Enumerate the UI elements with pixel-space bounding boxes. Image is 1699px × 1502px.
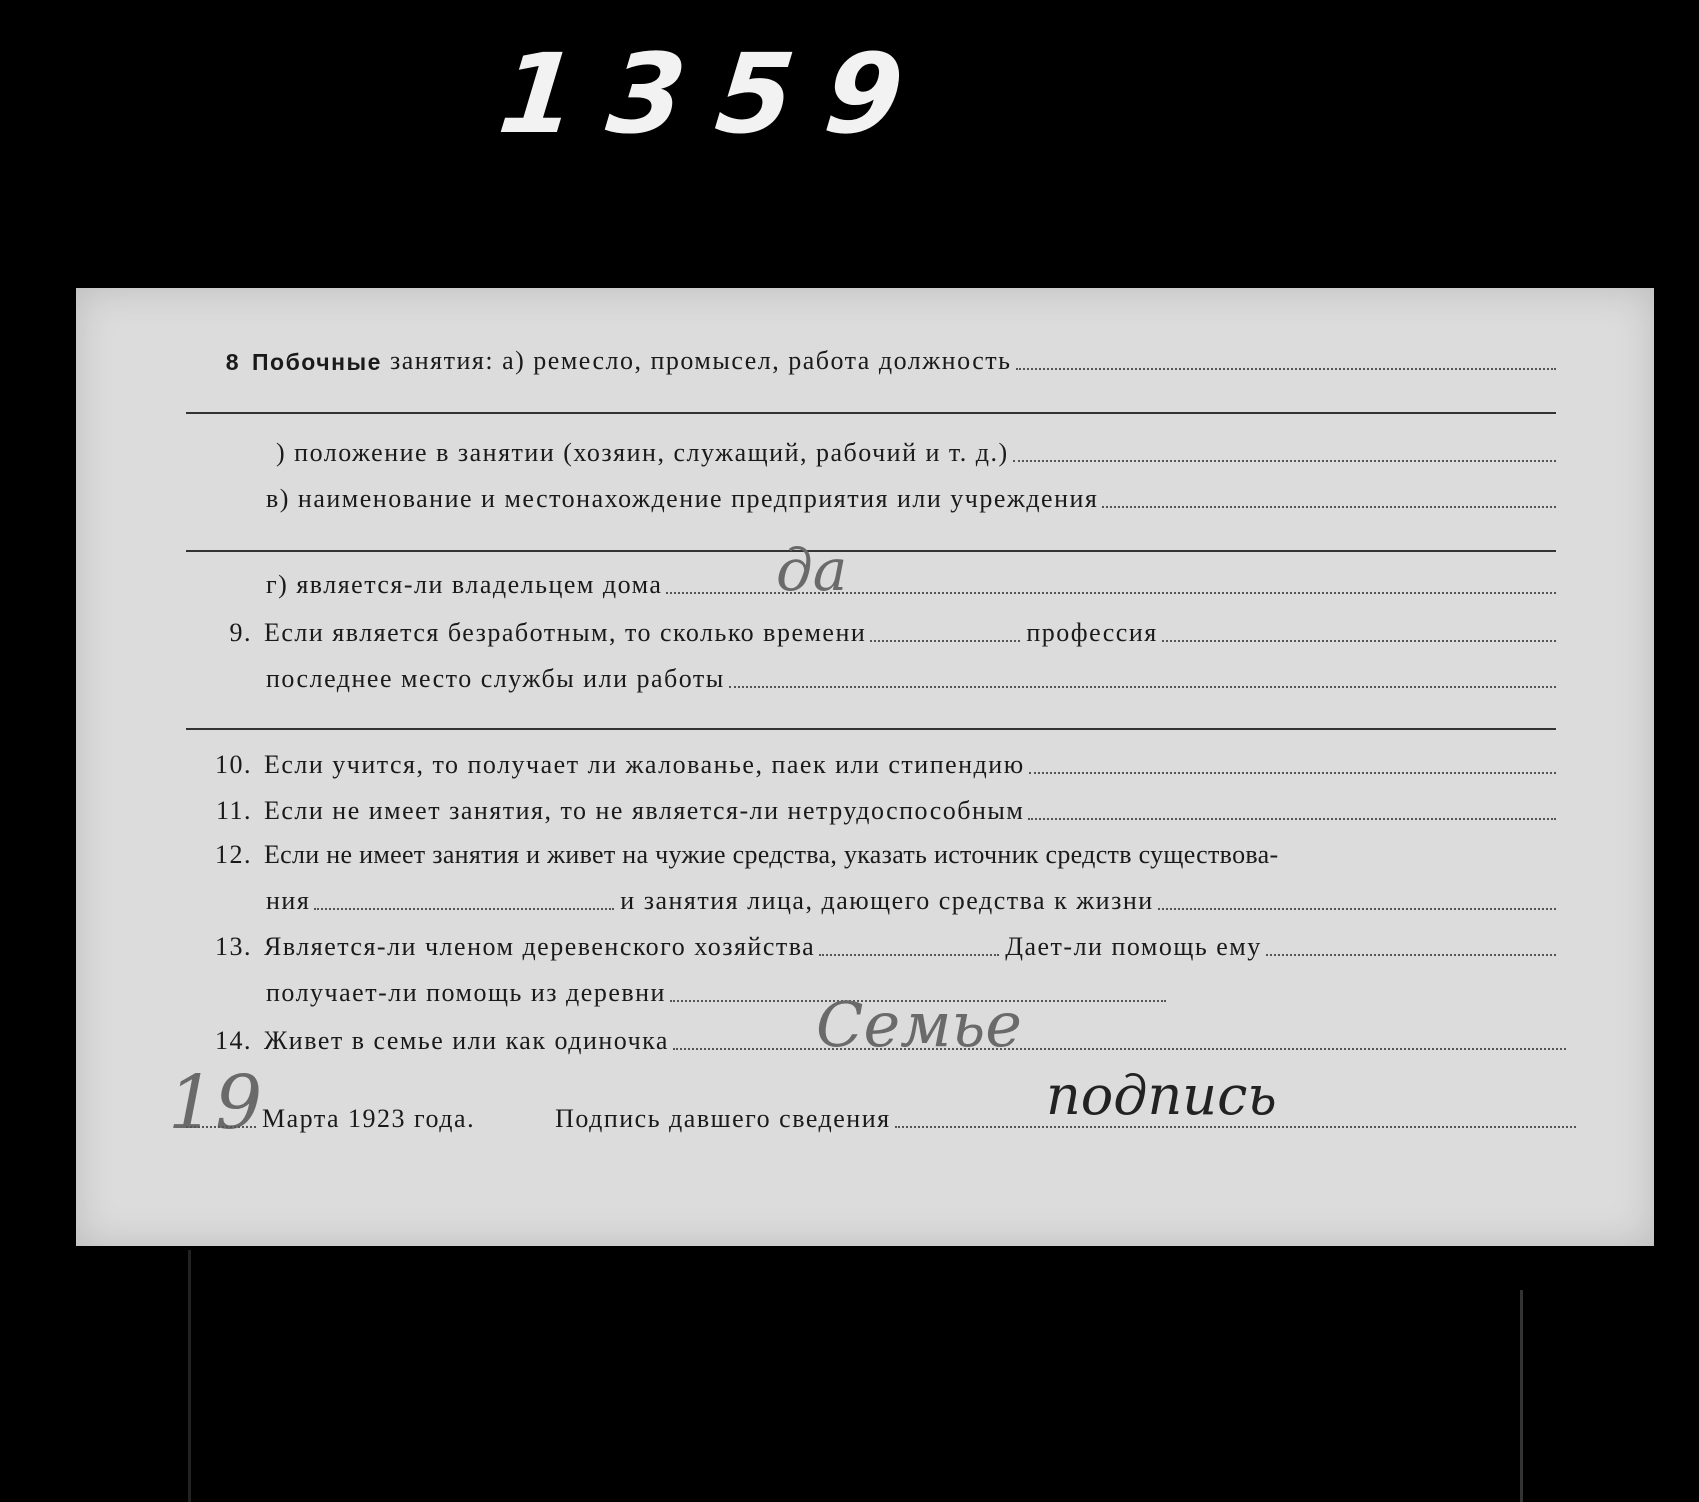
film-edge-line	[1520, 1290, 1523, 1502]
q8g-row	[266, 570, 1556, 600]
q8v-answer-rule	[186, 550, 1556, 552]
q13-number: 13.	[215, 932, 252, 961]
frame-number: 1359	[493, 30, 941, 158]
q8g-text: г) является-ли владельцем дома	[266, 570, 663, 599]
q14-handwritten-answer: Семье	[816, 988, 1022, 1061]
q8-lead: Побочные	[252, 349, 382, 375]
q8a-answer-rule	[186, 412, 1556, 414]
q13-recv-text: получает-ли помощь из деревни	[266, 978, 666, 1007]
q8a-answer-line	[1016, 366, 1557, 370]
q9-row	[216, 618, 1556, 648]
q13-help-label: Дает-ли помощь ему	[1005, 932, 1262, 961]
q8b-row	[276, 438, 1556, 468]
q14-text: Живет в семье или как одиночка	[264, 1026, 669, 1055]
footer-signature: подпись	[1046, 1064, 1277, 1127]
q10-number: 10.	[215, 750, 252, 779]
q12-number: 12.	[215, 840, 252, 869]
q9-time-line	[870, 638, 1020, 642]
q9-profession-label: профессия	[1026, 618, 1158, 647]
q13-member-line	[819, 952, 999, 956]
q8b-answer-line	[1013, 458, 1556, 462]
q12-person-line	[1158, 906, 1556, 910]
q12-row	[196, 840, 1566, 870]
footer-day-handwritten: 19	[168, 1060, 263, 1146]
q11-number: 11.	[215, 796, 252, 825]
footer-date: Марта 1923 года.	[262, 1104, 476, 1133]
footer-sign-label: Подпись давшего сведения	[555, 1104, 891, 1133]
footer-day-line	[186, 1124, 256, 1128]
q13-recv-row	[266, 978, 1166, 1008]
q9-profession-line	[1162, 638, 1556, 642]
q11-row	[196, 796, 1556, 826]
q10-answer-line	[1029, 770, 1556, 774]
q14-answer-line	[673, 1046, 1566, 1050]
q11-text: Если не имеет занятия, то не является-ли нетрудоспособным	[264, 796, 1025, 825]
q13-row	[196, 932, 1556, 962]
q9-number: 9.	[229, 618, 252, 647]
q12-cont-row	[266, 886, 1556, 916]
q9-answer-rule	[186, 728, 1556, 730]
q8g-handwritten-answer: да	[776, 536, 848, 604]
questionnaire-card	[76, 288, 1654, 1246]
q13-text: Является-ли членом деревенского хозяйства	[264, 932, 816, 961]
q12-source-line	[314, 906, 614, 910]
q9-last-text: последнее место службы или работы	[266, 664, 725, 693]
q13-help-line	[1266, 952, 1556, 956]
q12-cont2-text: и занятия лица, дающего средства к жизни	[620, 886, 1154, 915]
q12-cont-text: ния	[266, 886, 311, 915]
q9-last-line	[729, 684, 1556, 688]
q12-text: Если не имеет занятия и живет на чужие средства, указать источник средств существова-	[264, 840, 1279, 869]
q10-text: Если учится, то получает ли жалованье, паек или стипендию	[264, 750, 1025, 779]
film-edge-line	[188, 1250, 191, 1502]
q9-last-row	[266, 664, 1556, 694]
q8b-text: ) положение в занятии (хозяин, служащий, рабочий и т. д.)	[276, 438, 1009, 467]
q11-answer-line	[1028, 816, 1556, 820]
q8-text: занятия: а) ремесло, промысел, работа должность	[389, 346, 1012, 375]
q8v-text: в) наименование и местонахождение предприятия или учреждения	[266, 484, 1099, 513]
q14-number: 14.	[215, 1026, 252, 1055]
q8-number: 8	[225, 349, 240, 375]
footer-row	[186, 1104, 1576, 1134]
q8v-row	[266, 484, 1556, 514]
q10-row	[196, 750, 1556, 780]
q8v-answer-line	[1102, 504, 1556, 508]
q9-text: Если является безработным, то сколько времени	[264, 618, 867, 647]
q8-row	[216, 346, 1556, 376]
